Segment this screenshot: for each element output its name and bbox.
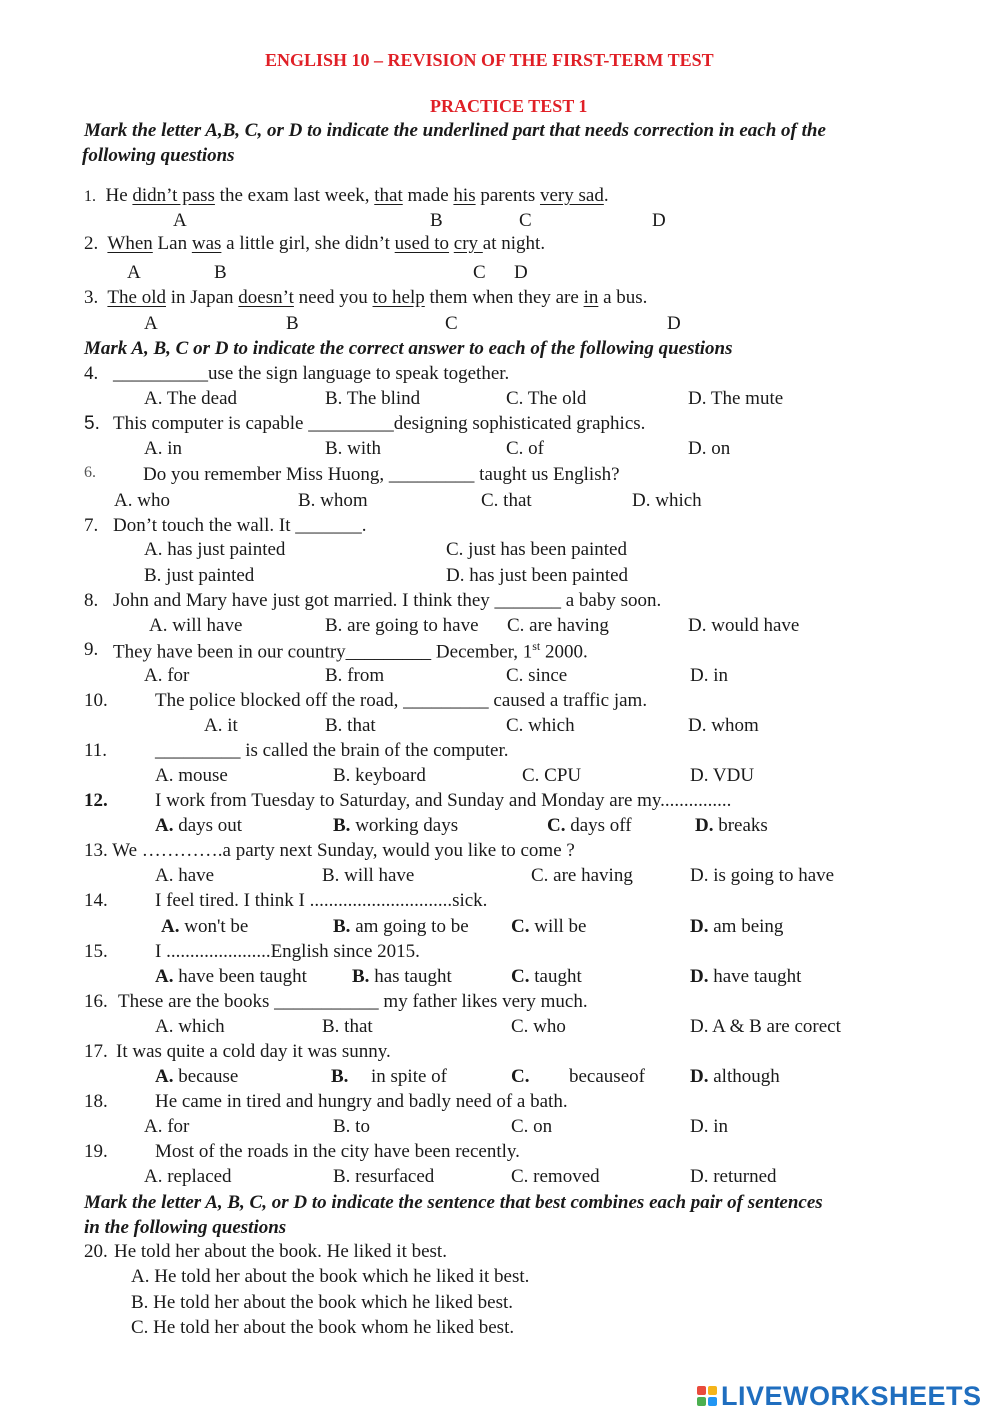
question-number: 19.: [84, 1141, 108, 1162]
question-text: These are the books ___________ my father likes very much.: [118, 991, 588, 1012]
option-letter: B.: [333, 815, 351, 836]
underlined-part-c: his: [453, 185, 476, 206]
q-text: a bus.: [598, 287, 648, 308]
q-text: Lan: [152, 233, 192, 254]
question-1: [84, 186, 609, 205]
question-number: 14.: [84, 890, 108, 911]
option-c-letter: [511, 1067, 529, 1086]
option-label-d: D: [667, 313, 681, 334]
question-text: He told her about the book. He liked it best.: [114, 1241, 447, 1262]
question-2: [84, 234, 545, 253]
option-letter: C.: [511, 1066, 530, 1087]
option-letter: A.: [155, 1066, 174, 1087]
option-b[interactable]: [352, 967, 452, 986]
question-text: John and Mary have just got married. I think they _______ a baby soon.: [113, 590, 662, 611]
section-2-instruction: Mark A, B, C or D to indicate the correct answer to each of the following questions: [84, 338, 733, 359]
option-c[interactable]: [511, 967, 582, 986]
question-number: 8.: [84, 590, 99, 611]
option-text: am going to be: [350, 916, 469, 937]
option-b[interactable]: B. The blind: [325, 388, 421, 409]
question-text: I ......................English since 2015.: [155, 941, 420, 962]
option-letter: A.: [161, 916, 180, 937]
option-c[interactable]: C. He told her about the book whom he liked best.: [131, 1317, 515, 1338]
page-subtitle: PRACTICE TEST 1: [430, 96, 588, 116]
option-a[interactable]: A. will have: [149, 615, 243, 636]
option-a[interactable]: A. for: [144, 1116, 190, 1137]
question-number: 16.: [84, 991, 108, 1012]
option-d[interactable]: D. VDU: [690, 765, 755, 786]
option-letter: C.: [511, 916, 530, 937]
option-d[interactable]: D. returned: [690, 1166, 777, 1187]
option-letter: D.: [690, 1066, 709, 1087]
option-d[interactable]: [695, 816, 768, 835]
question-number: 7.: [84, 515, 99, 536]
option-b-letter: [331, 1067, 348, 1086]
question-number: 20.: [84, 1241, 108, 1262]
option-label-d: D: [514, 262, 528, 283]
superscript: st: [532, 639, 541, 653]
option-a[interactable]: A. replaced: [144, 1166, 232, 1187]
question-number: 3.: [84, 287, 99, 308]
option-d[interactable]: D. on: [688, 438, 731, 459]
option-a[interactable]: A. who: [114, 490, 170, 511]
option-c[interactable]: becauseof: [569, 1066, 645, 1087]
question-text: It was quite a cold day it was sunny.: [116, 1041, 391, 1062]
question-number: 2.: [84, 233, 99, 254]
option-c[interactable]: [547, 816, 632, 835]
logo-square: [697, 1386, 706, 1395]
underlined-part-c: to help: [372, 287, 425, 308]
question-3: [84, 288, 647, 307]
page-title: ENGLISH 10 – REVISION OF THE FIRST-TERM TEST: [265, 50, 714, 70]
underlined-part-a: didn’t pass: [132, 185, 215, 206]
question-number: 18.: [84, 1091, 108, 1112]
question-number: 4.: [84, 363, 99, 384]
underlined-part-b: was: [191, 233, 222, 254]
underlined-part-d: very sad: [539, 185, 604, 206]
option-label-c: C: [445, 313, 458, 334]
option-a[interactable]: [155, 816, 242, 835]
option-b[interactable]: [333, 917, 469, 936]
option-label-a: A: [173, 210, 187, 231]
question-number: 9.: [84, 639, 99, 660]
option-text: working days: [350, 815, 459, 836]
q-text: in Japan: [166, 287, 239, 308]
underlined-part-c: used to: [394, 233, 450, 254]
question-number: 11.: [84, 740, 108, 761]
option-a[interactable]: [155, 1067, 238, 1086]
q-text: made: [402, 185, 454, 206]
option-label-c: C: [473, 262, 486, 283]
q-text: at night.: [482, 233, 546, 254]
underlined-part-b: that: [374, 185, 403, 206]
question-number: 15.: [84, 941, 108, 962]
option-c[interactable]: C. just has been painted: [446, 539, 627, 560]
option-a[interactable]: A. which: [155, 1016, 225, 1037]
q-text: the exam last week,: [214, 185, 375, 206]
underlined-part-b: doesn’t: [238, 287, 294, 308]
option-c[interactable]: C. on: [511, 1116, 553, 1137]
underlined-part-d: cry: [453, 233, 483, 254]
option-b[interactable]: in spite of: [371, 1066, 447, 1087]
option-a[interactable]: [161, 917, 248, 936]
liveworksheets-logo[interactable]: [697, 1379, 982, 1413]
option-text: won't be: [179, 916, 249, 937]
option-d[interactable]: D. which: [632, 490, 702, 511]
option-text: because: [173, 1066, 239, 1087]
option-text: breaks: [713, 815, 768, 836]
question-text: _________ is called the brain of the computer.: [155, 740, 509, 761]
q-text: They have been in our country_________ December, 1: [113, 641, 533, 663]
option-a[interactable]: A. in: [144, 438, 182, 459]
option-text: although: [708, 1066, 780, 1087]
section-3-instruction-line-2: in the following questions: [84, 1217, 287, 1238]
option-b[interactable]: B. that: [325, 715, 376, 736]
question-text: Do you remember Miss Huong, _________ taught us English?: [143, 464, 620, 485]
option-text: days off: [565, 815, 632, 836]
option-b[interactable]: B. keyboard: [333, 765, 426, 786]
option-a[interactable]: A. it: [204, 715, 238, 736]
q-text: .: [603, 185, 609, 206]
option-d[interactable]: D. The mute: [688, 388, 784, 409]
liveworksheets-logo-icon: [697, 1386, 717, 1406]
option-a[interactable]: [155, 967, 307, 986]
option-b[interactable]: B. He told her about the book which he liked best.: [131, 1292, 514, 1313]
option-label-b: B: [430, 210, 443, 231]
option-c[interactable]: C. that: [481, 490, 532, 511]
option-text: taught: [529, 966, 582, 987]
question-text: ………….a party next Sunday, would you like to come ?: [137, 840, 575, 861]
section-1-instruction-line-1: Mark the letter A,B, C, or D to indicate the underlined part that needs correction in each of the: [84, 120, 826, 141]
q-text: He: [105, 185, 133, 206]
option-b[interactable]: B. to: [333, 1116, 370, 1137]
option-a[interactable]: A. He told her about the book which he liked it best.: [131, 1266, 530, 1287]
section-3-instruction-line-1: Mark the letter A, B, C, or D to indicate the sentence that best combines each pair of sentences: [84, 1192, 823, 1213]
q-text: parents: [475, 185, 540, 206]
option-d[interactable]: [690, 917, 783, 936]
question-text: Don’t touch the wall. It _______.: [113, 515, 367, 536]
question-text: Most of the roads in the city have been recently.: [155, 1141, 520, 1162]
option-b[interactable]: B. are going to have: [325, 615, 479, 636]
option-letter: B.: [331, 1066, 349, 1087]
option-c[interactable]: C. since: [506, 665, 568, 686]
question-number: 17.: [84, 1041, 108, 1062]
option-c[interactable]: C. who: [511, 1016, 566, 1037]
question-number: 10.: [84, 690, 108, 711]
option-b[interactable]: B. with: [325, 438, 381, 459]
option-d[interactable]: D. in: [690, 1116, 728, 1137]
underlined-part-d: in: [583, 287, 599, 308]
option-text: has taught: [369, 966, 452, 987]
underlined-part-a: When: [107, 233, 153, 254]
option-d[interactable]: D. would have: [688, 615, 800, 636]
q-text: need you: [293, 287, 373, 308]
option-a[interactable]: A. The dead: [144, 388, 238, 409]
option-letter: B.: [352, 966, 370, 987]
question-13: [84, 841, 575, 860]
option-text: will be: [529, 916, 587, 937]
question-text: I feel tired. I think I ..............................sick.: [155, 890, 488, 911]
option-c[interactable]: C. The old: [506, 388, 587, 409]
option-d[interactable]: [690, 1067, 780, 1086]
question-text: This computer is capable _________designing sophisticated graphics.: [113, 413, 646, 434]
option-c[interactable]: C. which: [506, 715, 575, 736]
logo-square: [697, 1397, 706, 1406]
option-d[interactable]: D. has just been painted: [446, 565, 629, 586]
q-text: them when they are: [424, 287, 584, 308]
option-a[interactable]: A. for: [144, 665, 190, 686]
logo-square: [708, 1386, 717, 1395]
option-c[interactable]: [511, 917, 586, 936]
option-b[interactable]: B. resurfaced: [333, 1166, 435, 1187]
option-b[interactable]: B. whom: [298, 490, 368, 511]
question-number: 12.: [84, 790, 108, 811]
option-text: days out: [173, 815, 243, 836]
question-number: 13. We: [84, 840, 138, 861]
logo-square: [708, 1397, 717, 1406]
option-letter: D.: [695, 815, 714, 836]
option-letter: B.: [333, 916, 351, 937]
option-label-a: A: [127, 262, 141, 283]
option-b[interactable]: [333, 816, 458, 835]
option-c[interactable]: C. of: [506, 438, 544, 459]
underlined-part-a: The old: [107, 287, 166, 308]
option-a[interactable]: A. has just painted: [144, 539, 286, 560]
option-text: have been taught: [173, 966, 307, 987]
option-letter: C.: [547, 815, 566, 836]
option-b[interactable]: B. from: [325, 665, 385, 686]
option-d[interactable]: D. in: [690, 665, 728, 686]
q-text: 2000.: [540, 641, 588, 663]
option-d[interactable]: D. whom: [688, 715, 759, 736]
question-text: __________use the sign language to speak together.: [113, 363, 510, 384]
option-d[interactable]: D. A & B are corect: [690, 1016, 841, 1037]
question-text: He came in tired and hungry and badly need of a bath.: [155, 1091, 568, 1112]
option-letter: D.: [690, 966, 709, 987]
option-label-b: B: [214, 262, 227, 283]
option-letter: D.: [690, 916, 709, 937]
option-b[interactable]: B. that: [322, 1016, 373, 1037]
section-1-instruction-line-2: following questions: [82, 145, 235, 166]
option-c[interactable]: C. CPU: [522, 765, 582, 786]
option-d[interactable]: D. is going to have: [690, 865, 835, 886]
question-number: 5.: [84, 413, 100, 434]
question-number: 6.: [84, 464, 96, 481]
question-text: [113, 640, 588, 661]
question-number: 1.: [84, 188, 96, 205]
option-d[interactable]: [690, 967, 801, 986]
question-text: I work from Tuesday to Saturday, and Sunday and Monday are my...............: [155, 790, 732, 811]
option-c[interactable]: C. removed: [511, 1166, 600, 1187]
option-c[interactable]: C. are having: [531, 865, 633, 886]
q-text: a little girl, she didn’t: [221, 233, 395, 254]
option-label-b: B: [286, 313, 299, 334]
option-letter: C.: [511, 966, 530, 987]
option-letter: A.: [155, 966, 174, 987]
option-label-c: C: [519, 210, 532, 231]
option-label-a: A: [144, 313, 158, 334]
option-b[interactable]: B. will have: [322, 865, 415, 886]
option-c[interactable]: C. are having: [507, 615, 609, 636]
option-label-d: D: [652, 210, 666, 231]
option-letter: A.: [155, 815, 174, 836]
option-text: am being: [708, 916, 784, 937]
option-text: have taught: [708, 966, 802, 987]
liveworksheets-brand-text: LIVEWORKSHEETS: [721, 1380, 982, 1411]
option-a[interactable]: A. have: [155, 865, 215, 886]
option-a[interactable]: A. mouse: [155, 765, 228, 786]
question-text: The police blocked off the road, _________ caused a traffic jam.: [155, 690, 648, 711]
option-b[interactable]: B. just painted: [144, 565, 255, 586]
